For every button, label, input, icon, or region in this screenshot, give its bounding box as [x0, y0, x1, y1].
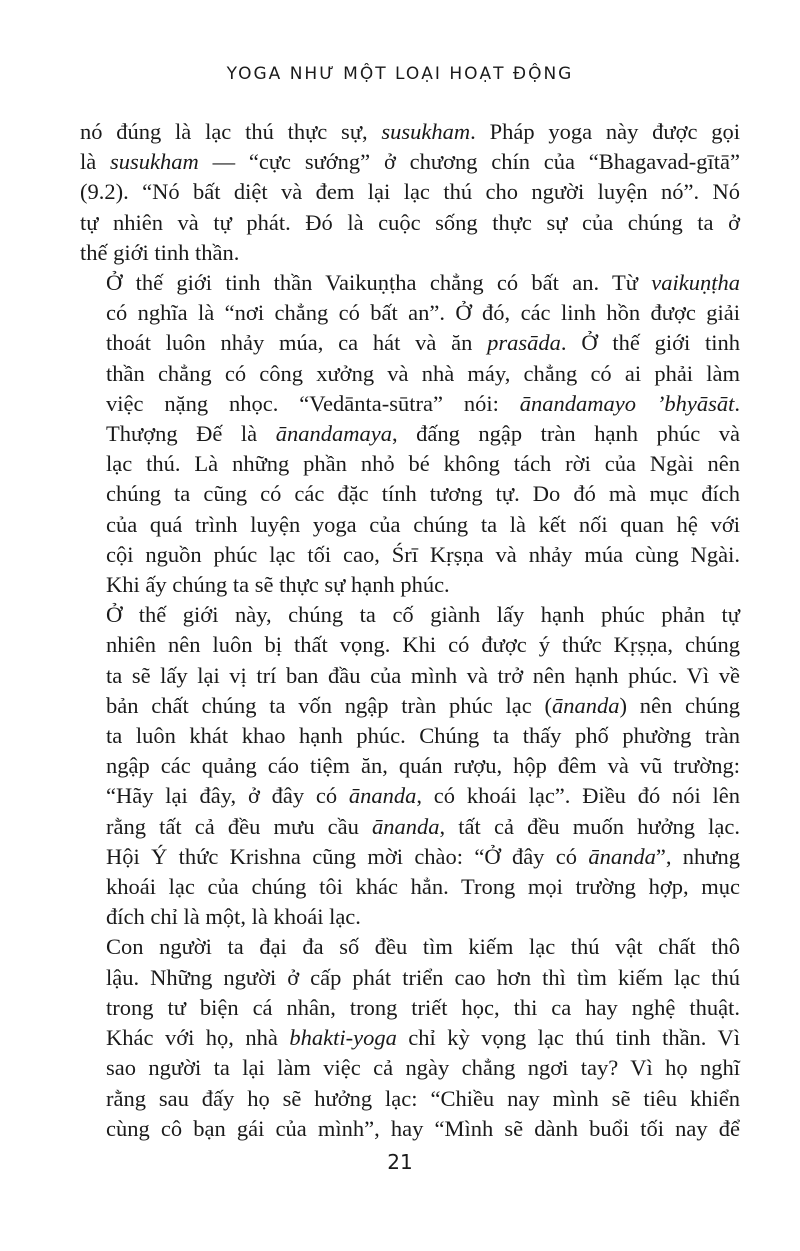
text-line: Con người ta đại đa số đều tìm kiếm lạc thú vật chất thô	[106, 934, 740, 960]
text-line: “Hãy lại đây, ở đây có ānanda, có khoái lạc”. Điều đó nói lên	[106, 783, 741, 809]
paragraph-2	[80, 268, 740, 600]
text-line: có nghĩa là “nơi chẳng có bất an”. Ở đó, các linh hồn được giải	[106, 300, 740, 326]
text-line: cùng cô bạn gái của mình”, hay “Mình sẽ dành buổi tối nay để	[106, 1115, 740, 1141]
text-line: (9.2). “Nó bất diệt và đem lại lạc thú cho người luyện nó”. Nó	[80, 179, 740, 205]
running-header: YOGA NHƯ MỘT LOẠI HOẠT ĐỘNG	[226, 64, 574, 84]
text-line: trong tư biện cá nhân, trong triết học, thi ca hay nghệ thuật.	[106, 994, 740, 1020]
text-line: cội nguồn phúc lạc tối cao, Śrī Kṛṣṇa và nhảy múa cùng Ngài.	[106, 541, 740, 567]
text-line: nó đúng là lạc thú thực sự, susukham. Pháp yoga này được gọi	[80, 119, 740, 144]
paragraph-3	[80, 600, 740, 932]
text-line: ngập các quảng cáo tiệm ăn, quán rượu, hộp đêm và vũ trường:	[106, 753, 740, 779]
page-number: 21	[387, 1150, 413, 1174]
text-line: rằng tất cả đều mưu cầu ānanda, tất cả đều muốn hưởng lạc.	[106, 813, 740, 839]
text-line: rằng sau đấy họ sẽ hưởng lạc: “Chiều nay mình sẽ tiêu khiển	[106, 1085, 740, 1111]
body-text	[80, 117, 740, 1144]
text-line: Khác với họ, nhà bhakti-yoga chỉ kỳ vọng lạc thú tinh thần. Vì	[106, 1025, 740, 1051]
text-line: lạc thú. Là những phần nhỏ bé không tách rời của Ngài nên	[106, 451, 740, 477]
text-line: thoát luôn nhảy múa, ca hát và ăn prasāda. Ở thế giới tinh	[106, 330, 740, 356]
text-line: bản chất chúng ta vốn ngập tràn phúc lạc (ānanda) nên chúng	[106, 692, 740, 718]
text-line: Hội Ý thức Krishna cũng mời chào: “Ở đây có ānanda”, nhưng	[106, 843, 740, 869]
text-line: tự nhiên và tự phát. Đó là cuộc sống thực sự của chúng ta ở	[80, 209, 740, 235]
text-line: sao người ta lại làm việc cả ngày chẳng ngơi tay? Vì họ nghĩ	[106, 1055, 740, 1081]
text-line: chúng ta cũng có các đặc tính tương tự. Do đó mà mục đích	[106, 481, 740, 507]
text-line: Khi ấy chúng ta sẽ thực sự hạnh phúc.	[106, 572, 450, 598]
text-line: lậu. Những người ở cấp phát triển cao hơn thì tìm kiếm lạc thú	[106, 964, 740, 990]
text-line: Thượng Đế là ānandamaya, đấng ngập tràn hạnh phúc và	[106, 421, 741, 447]
text-line: thế giới tinh thần.	[80, 239, 240, 265]
text-line: ta luôn khát khao hạnh phúc. Chúng ta thấy phố phường tràn	[106, 723, 740, 749]
text-line: của quá trình luyện yoga của chúng ta là kết nối quan hệ với	[106, 511, 740, 537]
text-line: thần chẳng có công xưởng và nhà máy, chẳng có ai phải làm	[106, 360, 740, 386]
text-line: khoái lạc của chúng tôi khác hẳn. Trong mọi trường hợp, mục	[106, 874, 740, 900]
paragraph-4	[80, 932, 740, 1143]
text-line: là susukham — “cực sướng” ở chương chín của “Bhagavad-gītā”	[80, 149, 740, 175]
text-line: đích chỉ là một, là khoái lạc.	[106, 904, 361, 930]
text-line: ta sẽ lấy lại vị trí ban đầu của mình và trở nên hạnh phúc. Vì về	[106, 662, 740, 688]
text-line: Ở thế giới tinh thần Vaikuṇṭha chẳng có bất an. Từ vaikuṇṭha	[106, 270, 740, 296]
text-line: nhiên nên luôn bị thất vọng. Khi có được ý thức Kṛṣṇa, chúng	[106, 632, 740, 658]
text-line: Ở thế giới này, chúng ta cố giành lấy hạnh phúc phản tự	[106, 602, 740, 628]
paragraph-1	[80, 117, 740, 268]
text-line: việc nặng nhọc. “Vedānta-sūtra” nói: ānandamayo ’bhyāsāt.	[106, 390, 740, 416]
